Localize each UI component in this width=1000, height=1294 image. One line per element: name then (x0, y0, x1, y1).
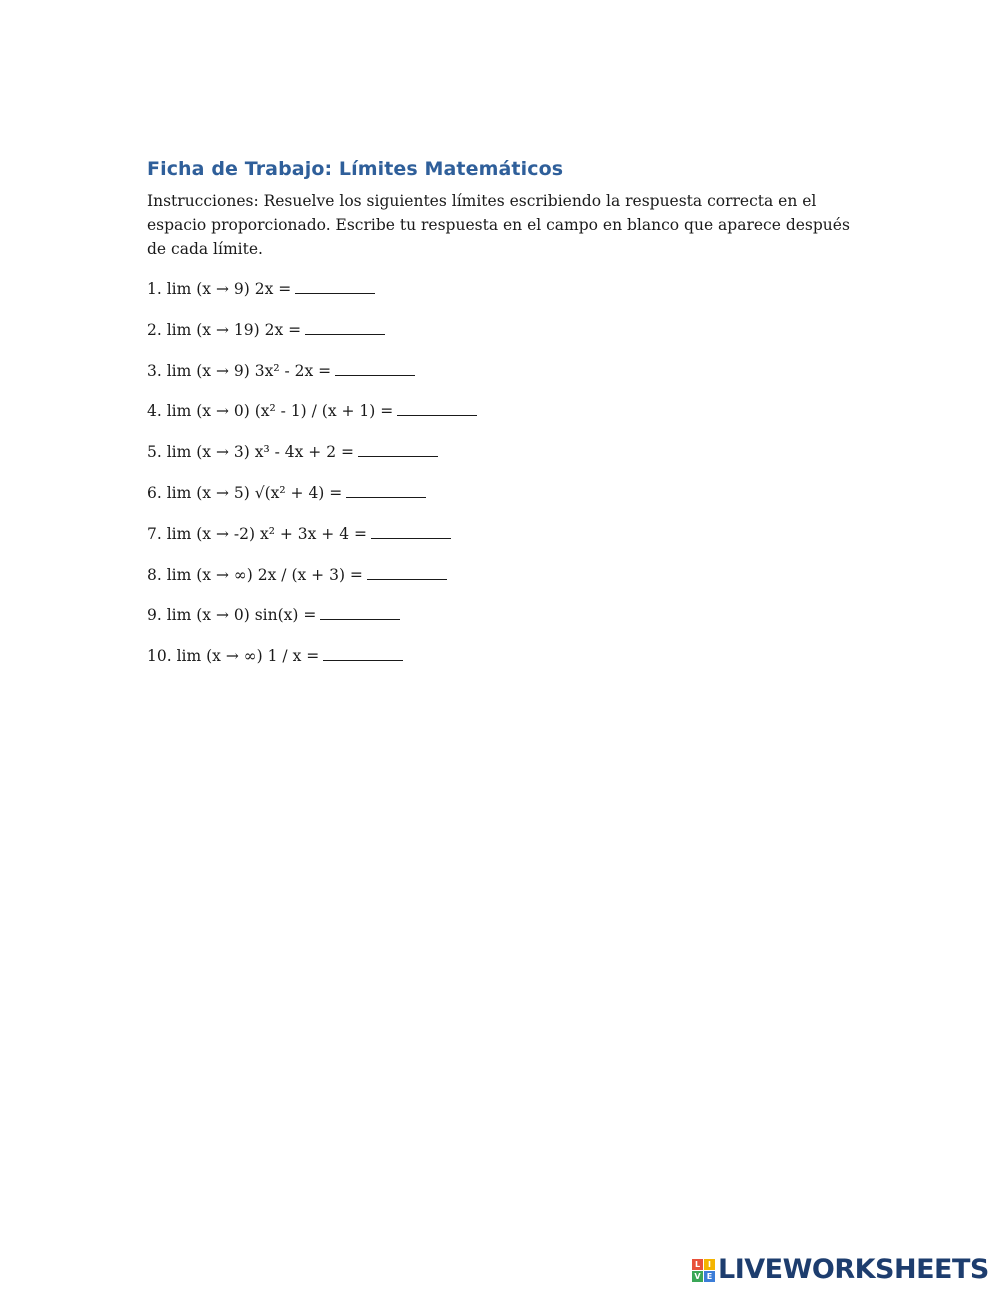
question-text: 3. lim (x → 9) 3x² - 2x = (147, 361, 332, 380)
answer-blank[interactable] (397, 401, 477, 416)
question-list (147, 278, 477, 686)
question-item (147, 645, 477, 686)
question-text: 1. lim (x → 9) 2x = (147, 280, 292, 298)
answer-blank[interactable] (320, 605, 400, 620)
question-item (147, 523, 477, 564)
answer-blank[interactable] (371, 524, 451, 539)
logo-tile: V (692, 1271, 703, 1282)
worksheet-title: Ficha de Trabajo: Límites Matemáticos (147, 158, 564, 180)
question-text: 8. lim (x → ∞) 2x / (x + 3) = (147, 565, 363, 584)
answer-blank[interactable] (367, 565, 447, 580)
logo-tile: E (704, 1271, 715, 1282)
question-text: 6. lim (x → 5) √(x² + 4) = (147, 483, 343, 502)
instructions-text: Instrucciones: Resuelve los siguientes límites escribiendo la respuesta correcta en el espacio proporcionado. Escribe tu respuesta en el campo en blanco que aparece después de cada límite. (147, 192, 850, 258)
logo-tile: I (704, 1259, 715, 1270)
question-item (147, 319, 477, 360)
question-item (147, 604, 477, 645)
logo-tile: L (692, 1259, 703, 1270)
question-item (147, 564, 477, 605)
question-text: 5. lim (x → 3) x³ - 4x + 2 = (147, 443, 354, 462)
question-text: 4. lim (x → 0) (x² - 1) / (x + 1) = (147, 402, 394, 421)
question-text: 2. lim (x → 19) 2x = (147, 320, 302, 339)
question-item (147, 482, 477, 523)
answer-blank[interactable] (305, 320, 385, 335)
question-item (147, 441, 477, 482)
liveworksheets-logo (692, 1255, 989, 1285)
answer-blank[interactable] (335, 361, 415, 376)
question-item (147, 400, 477, 441)
question-text: 7. lim (x → -2) x² + 3x + 4 = (147, 524, 367, 543)
answer-blank[interactable] (295, 279, 375, 294)
question-text: 10. lim (x → ∞) 1 / x = (147, 647, 320, 666)
answer-blank[interactable] (358, 442, 438, 457)
question-text: 9. lim (x → 0) sin(x) = (147, 606, 317, 625)
logo-icon (692, 1259, 715, 1282)
question-item (147, 360, 477, 401)
question-item (147, 278, 477, 319)
answer-blank[interactable] (346, 483, 426, 498)
answer-blank[interactable] (323, 646, 403, 661)
logo-text: LIVEWORKSHEETS (718, 1254, 989, 1285)
